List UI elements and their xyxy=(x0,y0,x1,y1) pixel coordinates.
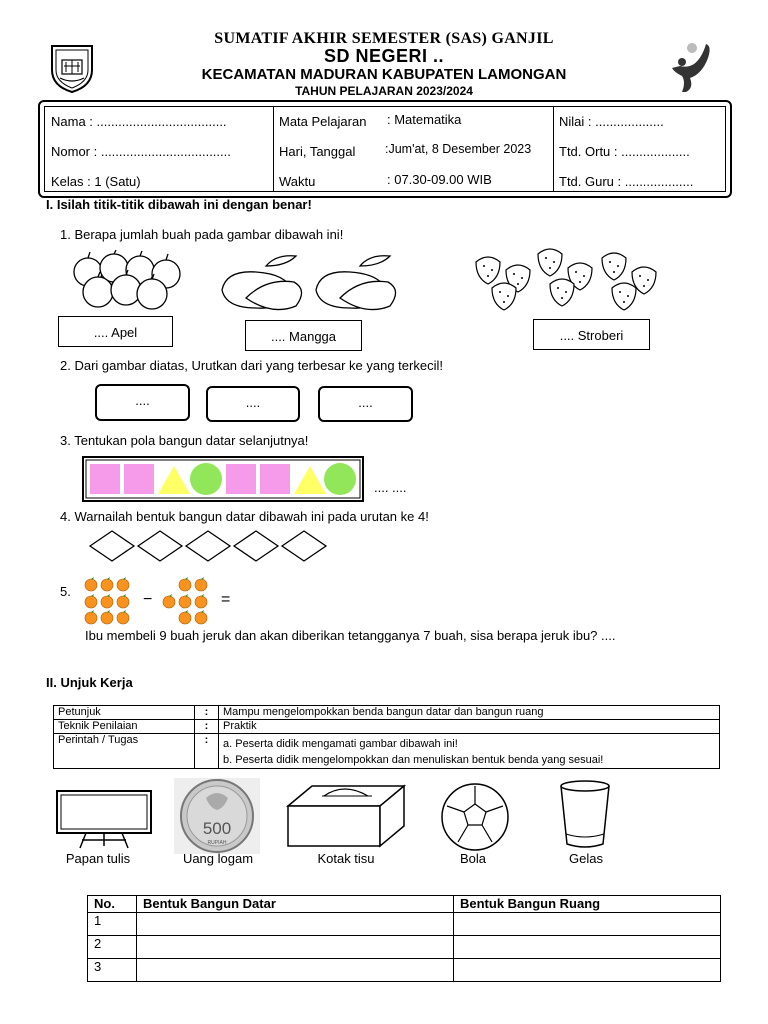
name-field[interactable]: Nama : .................................... xyxy=(51,114,227,129)
shape-pattern xyxy=(82,456,364,502)
row-number: 1 xyxy=(88,913,137,936)
teacher-signature-field[interactable]: Ttd. Guru : ................... xyxy=(559,174,694,189)
diamond-row xyxy=(88,529,332,563)
district-name: KECAMATAN MADURAN KABUPATEN LAMONGAN xyxy=(201,66,567,83)
caption-coin: Uang logam xyxy=(182,851,254,866)
mangoes-icon xyxy=(216,250,402,316)
parent-signature-field[interactable]: Ttd. Ortu : ................... xyxy=(559,144,690,159)
instruction-label: Petunjuk xyxy=(54,706,195,720)
question-5-text: Ibu membeli 9 buah jeruk dan akan diberikan tetangganya 7 buah, sisa berapa jeruk ibu? .... xyxy=(85,628,616,643)
time-value: : 07.30-09.00 WIB xyxy=(387,172,492,187)
caption-glass: Gelas xyxy=(569,851,603,866)
school-name: SD NEGERI .. xyxy=(323,46,445,66)
order-box-3[interactable]: .... xyxy=(318,386,413,422)
instruction-label: Perintah / Tugas xyxy=(54,734,195,769)
answer-table xyxy=(87,895,721,982)
question-1: 1. Berapa jumlah buah pada gambar dibawah ini! xyxy=(60,227,344,242)
task-b: b. Peserta didik mengelompokkan dan menuliskan bentuk benda yang sesuai! xyxy=(223,754,604,766)
header-no: No. xyxy=(88,896,137,913)
identity-box xyxy=(38,100,732,198)
answer-box-mangga[interactable]: .... Mangga xyxy=(245,320,362,351)
oranges-right-icon xyxy=(160,576,218,626)
flat-shape-cell[interactable] xyxy=(137,936,454,959)
instruction-row: Perintah / Tugas : a. Peserta didik mengamati gambar dibawah ini! b. Peserta didik mengelompokkan dan menuliskan bentuk benda yang sesuai! xyxy=(54,734,720,769)
instruction-row: Petunjuk : Mampu mengelompokkan benda bangun datar dan bangun ruang xyxy=(54,706,720,720)
question-2: 2. Dari gambar diatas, Urutkan dari yang terbesar ke yang terkecil! xyxy=(60,358,443,373)
coin-icon xyxy=(174,778,260,854)
section-2-title: II. Unjuk Kerja xyxy=(46,675,133,690)
subject-label: Mata Pelajaran xyxy=(279,114,367,129)
order-box-1[interactable]: .... xyxy=(95,384,190,421)
subject-value: : Matematika xyxy=(387,112,462,127)
header-flat-shape: Bentuk Bangun Datar xyxy=(137,896,454,913)
table-row xyxy=(88,913,721,936)
caption-tissue-box: Kotak tisu xyxy=(317,851,375,866)
caption-whiteboard: Papan tulis xyxy=(65,851,131,866)
score-field[interactable]: Nilai : ................... xyxy=(559,114,664,129)
equals-sign: = xyxy=(221,591,231,608)
time-label: Waktu xyxy=(279,174,316,189)
class-field: Kelas : 1 (Satu) xyxy=(51,174,141,189)
question-4: 4. Warnailah bentuk bangun datar dibawah ini pada urutan ke 4! xyxy=(60,509,429,524)
order-box-2[interactable]: .... xyxy=(206,386,300,422)
row-number: 2 xyxy=(88,936,137,959)
row-number: 3 xyxy=(88,959,137,982)
coin-value-text: 500 xyxy=(202,819,232,838)
strawberries-icon xyxy=(470,244,666,316)
title-line-1: SUMATIF AKHIR SEMESTER (SAS) GANJIL xyxy=(214,30,554,47)
table-header-row xyxy=(88,896,721,913)
minus-sign: − xyxy=(143,591,153,608)
instruction-row: Teknik Penilaian : Praktik xyxy=(54,720,720,734)
answer-box-apel[interactable]: .... Apel xyxy=(58,316,173,347)
ball-icon xyxy=(440,782,510,852)
academic-year: TAHUN PELAJARAN 2023/2024 xyxy=(295,84,473,98)
solid-shape-cell[interactable] xyxy=(454,913,721,936)
table-row xyxy=(88,959,721,982)
date-value: :Jum'at, 8 Desember 2023 xyxy=(385,142,532,156)
glass-icon xyxy=(556,778,614,850)
instruction-value: Praktik xyxy=(219,720,720,734)
answer-box-stroberi[interactable]: .... Stroberi xyxy=(533,319,650,350)
solid-shape-cell[interactable] xyxy=(454,936,721,959)
solid-shape-cell[interactable] xyxy=(454,959,721,982)
flat-shape-cell[interactable] xyxy=(137,959,454,982)
section-1-title: I. Isilah titik-titik dibawah ini dengan benar! xyxy=(46,197,312,212)
header-solid-shape: Bentuk Bangun Ruang xyxy=(454,896,721,913)
whiteboard-icon xyxy=(56,790,152,850)
question-3: 3. Tentukan pola bangun datar selanjutnya! xyxy=(60,433,309,448)
tissue-box-icon xyxy=(284,780,408,850)
apples-icon xyxy=(66,250,186,312)
number-field[interactable]: Nomor : .................................... xyxy=(51,144,231,159)
date-label: Hari, Tanggal xyxy=(279,144,356,159)
instruction-value: Mampu mengelompokkan benda bangun datar dan bangun ruang xyxy=(219,706,720,720)
oranges-left-icon xyxy=(82,576,140,626)
coin-sub-text: RUPIAH xyxy=(207,840,227,846)
caption-ball: Bola xyxy=(459,851,487,866)
table-row xyxy=(88,936,721,959)
task-a: a. Peserta didik mengamati gambar dibawah ini! xyxy=(223,738,458,750)
question-5-number: 5. xyxy=(60,584,71,599)
instruction-label: Teknik Penilaian xyxy=(54,720,195,734)
flat-shape-cell[interactable] xyxy=(137,913,454,936)
instruction-table xyxy=(53,705,720,769)
pattern-answer-blank[interactable]: .... .... xyxy=(374,480,407,495)
